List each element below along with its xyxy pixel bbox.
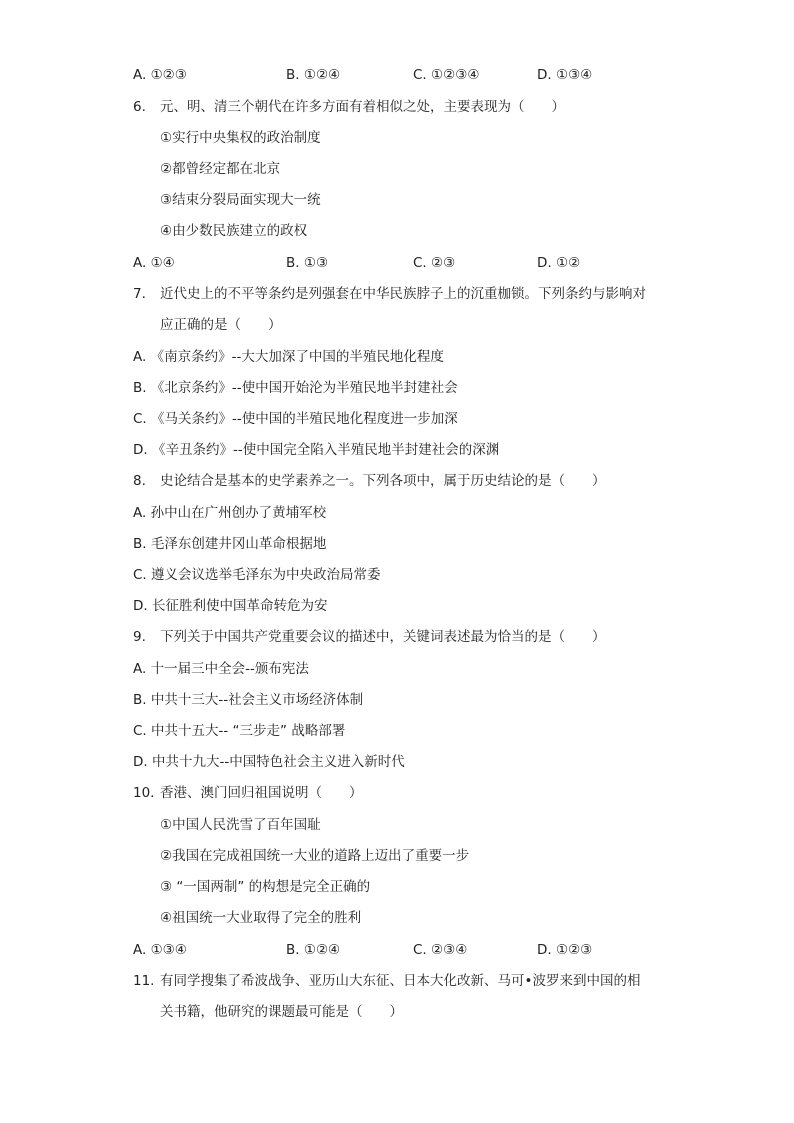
q9-number: 9. bbox=[133, 629, 146, 645]
q9-option-d: D. 中共十九大--中国特色社会主义进入新时代 bbox=[133, 754, 405, 770]
q6-option-d: D. ①② bbox=[537, 255, 581, 271]
q5-option-d: D. ①③④ bbox=[537, 67, 593, 83]
q7-stem-line-1: 近代史上的不平等条约是列强套在中华民族脖子上的沉重枷锁。下列条约与影响对 bbox=[160, 286, 646, 302]
q7-option-d: D. 《辛丑条约》--使中国完全陷入半殖民地半封建社会的深渊 bbox=[133, 442, 500, 458]
q6-item-1: ①实行中央集权的政治制度 bbox=[160, 130, 321, 146]
q7-number: 7. bbox=[133, 286, 146, 302]
q6-stem: 元、明、清三个朝代在许多方面有着相似之处，主要表现为（ ） bbox=[160, 99, 565, 115]
q6-item-2: ②都曾经定都在北京 bbox=[160, 161, 281, 177]
q10-number: 10. bbox=[133, 785, 155, 801]
q11-stem-line-2: 关书籍，他研究的课题最可能是（ ） bbox=[160, 1004, 403, 1020]
q6-number: 6. bbox=[133, 99, 146, 115]
q10-item-2: ②我国在完成祖国统一大业的道路上迈出了重要一步 bbox=[160, 848, 470, 864]
q10-option-a: A. ①③④ bbox=[133, 942, 187, 958]
q5-option-c: C. ①②③④ bbox=[413, 67, 480, 83]
q11-number: 11. bbox=[133, 973, 155, 989]
q8-option-c: C. 遵义会议选举毛泽东为中央政治局常委 bbox=[133, 567, 381, 583]
q11-stem-line-1: 有同学搜集了希波战争、亚历山大东征、日本大化改新、马可•波罗来到中国的相 bbox=[160, 973, 641, 989]
q8-stem: 史论结合是基本的史学素养之一。下列各项中，属于历史结论的是（ ） bbox=[160, 473, 606, 489]
q10-item-3: ③ “一国两制” 的构想是完全正确的 bbox=[160, 879, 371, 895]
q9-option-a: A. 十一届三中全会--颁布宪法 bbox=[133, 661, 309, 677]
q7-option-a: A. 《南京条约》--大大加深了中国的半殖民地化程度 bbox=[133, 349, 444, 365]
q5-options bbox=[133, 65, 653, 85]
q6-item-4: ④由少数民族建立的政权 bbox=[160, 223, 308, 239]
q10-options bbox=[133, 940, 653, 960]
q10-option-b: B. ①②④ bbox=[286, 942, 341, 958]
q7-stem-line-2: 应正确的是（ ） bbox=[160, 317, 282, 333]
q8-option-d: D. 长征胜利使中国革命转危为安 bbox=[133, 598, 328, 614]
q10-stem: 香港、澳门回归祖国说明（ ） bbox=[160, 785, 363, 801]
q7-option-c: C. 《马关条约》--使中国的半殖民地化程度进一步加深 bbox=[133, 411, 458, 427]
q6-options bbox=[133, 253, 653, 273]
q10-option-d: D. ①②③ bbox=[537, 942, 593, 958]
q9-option-c: C. 中共十五大-- “三步走” 战略部署 bbox=[133, 723, 346, 739]
q6-option-b: B. ①③ bbox=[286, 255, 329, 271]
q5-option-a: A. ①②③ bbox=[133, 67, 187, 83]
q8-number: 8. bbox=[133, 473, 146, 489]
q8-option-b: B. 毛泽东创建井冈山革命根据地 bbox=[133, 536, 327, 552]
q6-item-3: ③结束分裂局面实现大一统 bbox=[160, 192, 321, 208]
q5-option-b: B. ①②④ bbox=[286, 67, 341, 83]
q7-option-b: B. 《北京条约》--使中国开始沦为半殖民地半封建社会 bbox=[133, 380, 458, 396]
q9-stem: 下列关于中国共产党重要会议的描述中，关键词表述最为恰当的是（ ） bbox=[160, 629, 606, 645]
q6-option-c: C. ②③ bbox=[413, 255, 456, 271]
q10-item-4: ④祖国统一大业取得了完全的胜利 bbox=[160, 910, 362, 926]
q10-item-1: ①中国人民洗雪了百年国耻 bbox=[160, 817, 321, 833]
q9-option-b: B. 中共十三大--社会主义市场经济体制 bbox=[133, 692, 364, 708]
q8-option-a: A. 孙中山在广州创办了黄埔军校 bbox=[133, 505, 327, 521]
q10-option-c: C. ②③④ bbox=[413, 942, 468, 958]
q6-option-a: A. ①④ bbox=[133, 255, 175, 271]
